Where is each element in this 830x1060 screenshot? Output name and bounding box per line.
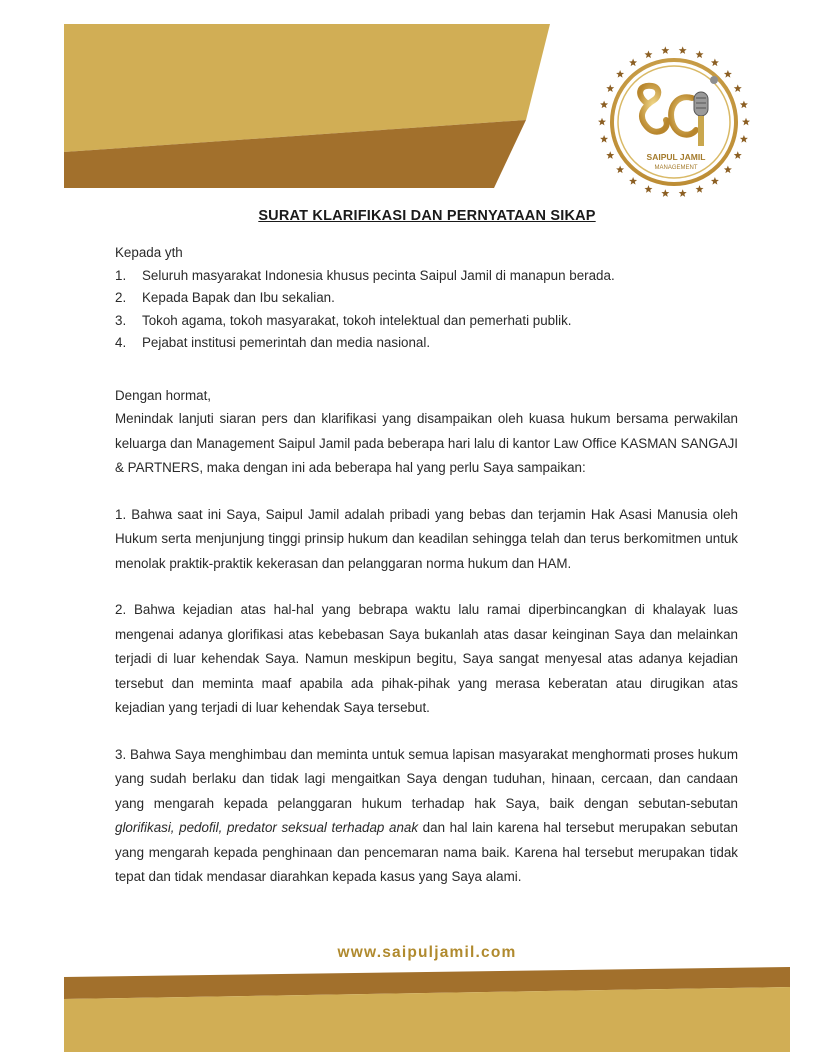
logo-star-icon xyxy=(740,101,748,109)
logo-star-icon xyxy=(629,177,637,185)
logo-star-icon xyxy=(696,50,704,58)
logo-star-icon xyxy=(711,177,719,185)
letter-body xyxy=(115,242,738,890)
logo-star-icon xyxy=(724,70,732,78)
logo-star-icon xyxy=(740,135,748,143)
recipient-item: 1. Seluruh masyarakat Indonesia khusus pecinta Saipul Jamil di manapun berada. xyxy=(115,267,615,283)
logo-text-sub: MANAGEMENT xyxy=(654,165,698,171)
footer-website: www.saipuljamil.com xyxy=(337,944,517,961)
letter-title: SURAT KLARIFIKASI DAN PERNYATAAN SIKAP xyxy=(258,208,596,224)
intro-paragraph: Menindak lanjuti siaran pers dan klarifikasi yang disampaikan oleh kuasa hukum bersama perwakilan keluarga dan Management Saipul Jamil pada beberapa hari lalu di kantor Law Office KASMAN SANGAJI & PARTNERS, maka dengan ini ada beberapa hal yang perlu Saya sampaikan: xyxy=(115,411,738,475)
logo-star-icon xyxy=(616,70,624,78)
logo-star-icon xyxy=(734,151,742,159)
point-2-paragraph: 2. Bahwa kejadian atas hal-hal yang bebrapa waktu lalu ramai diperbincangkan di khalayak luas mengenai adanya glorifikasi atas kebebasan Saya bukanlah atas dasar keinginan Saya dan melainkan terjadi di luar kehendak Saya. Namun meskipun begitu, Saya sangat menyesal atas adanya kejadian tersebut dan meminta maaf apabila ada pihak-pihak yang merasa keberatan atau dirugikan atas kejadian yang terjadi di luar kehendak Saya tersebut. xyxy=(115,602,738,715)
logo-star-icon xyxy=(644,50,652,58)
logo-star-icon xyxy=(600,135,608,143)
logo-star-icon xyxy=(724,166,732,174)
logo-star-icon xyxy=(606,84,614,92)
greeting: Dengan hormat, xyxy=(115,387,212,403)
logo-star-icon xyxy=(734,84,742,92)
recipient-item: 2. Kepada Bapak dan Ibu sekalian. xyxy=(115,290,335,305)
logo-star-icon xyxy=(600,101,608,109)
point-3-paragraph: 3. Bahwa Saya menghimbau dan meminta untuk semua lapisan masyarakat menghormati proses hukum yang sudah berlaku dan tidak lagi mengaitkan Saya dengan tuduhan, hinaan, cercaan, dan candaan yang mengarah kepada pelanggaran hukum terhadap hak Saya, baik dengan sebutan-sebutan glorifikasi, pedofil, predator seksual terhadap anak dan hal lain karena hal tersebut merupakan sebutan yang mengarah kepada penghinaan dan pencemaran nama baik. Karena hal tersebut merupakan tidak tepat dan tidak mendasar diarahkan kepada kasus yang Saya alami. xyxy=(115,746,738,884)
logo-star-icon xyxy=(661,46,669,54)
logo-star-icon xyxy=(629,59,637,67)
salutation: Kepada yth xyxy=(115,245,183,260)
logo-star-icon xyxy=(606,151,614,159)
logo-star-icon xyxy=(679,189,687,197)
logo-star-icon xyxy=(661,189,669,197)
saipul-jamil-management-logo xyxy=(596,44,752,200)
letterhead-footer-band xyxy=(64,967,790,1052)
logo-star-icon xyxy=(742,118,750,126)
recipient-item: 3. Tokoh agama, tokoh masyarakat, tokoh intelektual dan pemerhati publik. xyxy=(115,312,572,328)
point-1-paragraph: 1. Bahwa saat ini Saya, Saipul Jamil adalah pribadi yang bebas dan terjamin Hak Asasi Manusia oleh Hukum serta menjunjung tinggi prinsip hukum dan keadilan sehingga telah dan terus berkomitmen untuk menolak praktik-praktik kekerasan dan pelanggaran norma hukum dan HAM. xyxy=(115,506,738,571)
logo-star-icon xyxy=(711,59,719,67)
point-3-italic-terms: glorifikasi, pedofil, predator seksual terhadap anak xyxy=(115,820,419,835)
letter-page xyxy=(64,24,790,1052)
logo-star-icon xyxy=(616,166,624,174)
logo-text-main: SAIPUL JAMIL xyxy=(646,152,706,162)
recipient-item: 4. Pejabat institusi pemerintah dan media nasional. xyxy=(115,335,431,350)
logo-star-icon xyxy=(598,118,606,126)
logo-star-icon xyxy=(679,46,687,54)
recipient-list xyxy=(115,265,738,355)
logo-star-icon xyxy=(696,185,704,193)
logo-star-icon xyxy=(644,185,652,193)
